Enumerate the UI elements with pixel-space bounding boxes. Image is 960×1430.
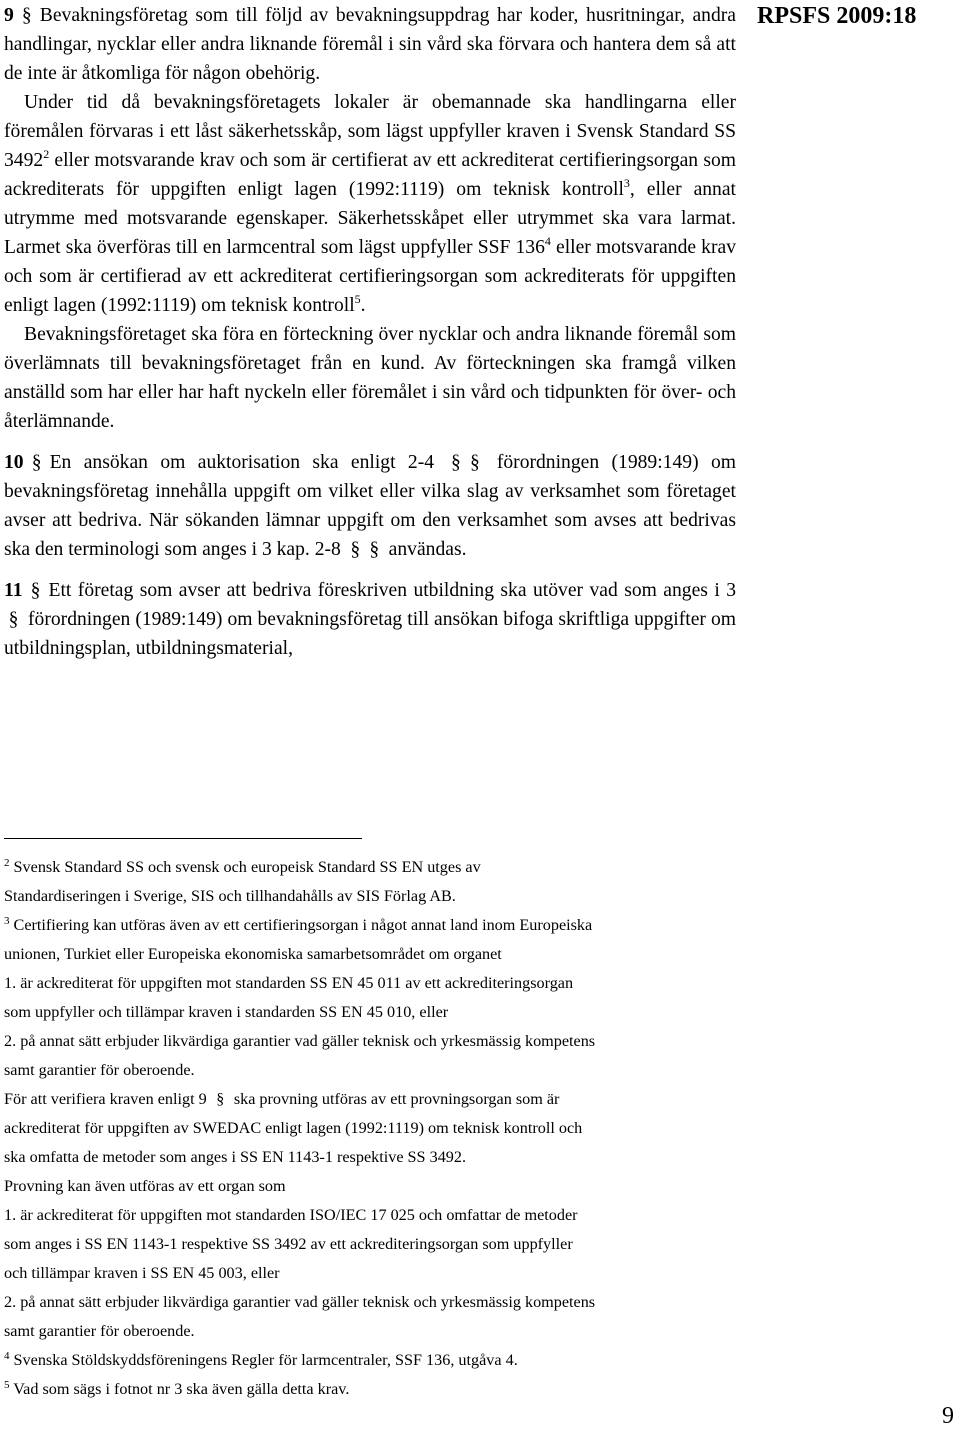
footnote-2: $^2$ Svensk Standard SS och svensk och europeisk Standard SS EN utges av (4, 857, 481, 876)
document-identifier: RPSFS 2009:18 (757, 3, 917, 29)
footnote-4: $^4$ Svenska Stöldskyddsföreningens Regler för larmcentraler, SSF 136, utgåva 4. (4, 1350, 518, 1369)
footnote-ref: 3 (623, 176, 630, 190)
section-sign: § (30, 580, 41, 601)
footnote-ref: 2 (43, 147, 50, 161)
footnote-ref: 4 (544, 234, 551, 248)
section-number: 11 (4, 580, 23, 601)
section-sign: § (350, 539, 361, 560)
footnotes: $^2$ Svensk Standard SS och svensk och europeisk Standard SS EN utges av Standardiseringen i Sverige, SIS och tillhandahålls av SIS Förlag AB. $^3$ Certifiering kan utföras även av ett certifieringsorgan i något annat land inom Europeiska unionen, Turkiet eller Europeiska ekonomiska samarbetsområdet om organet 1. är ackrediterat för uppgiften mot standarden SS EN 45 011 av ett ackrediteringsorgan som uppfyller och tillämpar kraven i standarden SS EN 45 010, eller 2. på annat sätt erbjuder likvärdiga garantier vad gäller teknisk och yrkesmässig kompetens samt garantier för oberoende. För att verifiera kraven enligt 9 § ska provning utföras av ett provningsorgan som är ackrediterat för uppgiften av SWEDAC enligt lagen (1992:1119) om teknisk kontroll och ska omfatta de metoder som anges i SS EN 1143-1 respektive SS 3492. Provning kan även utföras av ett organ som 1. är ackrediterat för uppgiften mot standarden ISO/IEC 17 025 och omfattar de metoder som anges i SS EN 1143-1 respektive SS 3492 av ett ackrediteringsorgan som uppfyller och tillämpar kraven i SS EN 45 003, eller 2. på annat sätt erbjuder likvärdiga garantier vad gäller teknisk och yrkesmässig kompetens samt garantier för oberoende. $^4$ Svenska Stöldskyddsföreningens Regler för larmcentraler, SSF 136, utgåva 4. $^5$ Vad som sägs i fotnot nr 3 ska även gälla detta krav. (4, 853, 744, 1404)
section-sign: § (21, 5, 32, 26)
section-10-paragraph: 10 § En ansökan om auktorisation ska enligt 2-4 § § förordningen (1989:149) om bevakningsföretag innehålla uppgift om vilket eller vilka slag av verksamhet som företaget avser att bedriva. När sökanden lämnar uppgift om den verksamhet som avses att bedrivas ska den terminologi som anges i 3 kap. 2-8 § § användas. (4, 448, 736, 564)
page-number: 9 (942, 1403, 954, 1429)
section-sign: § (470, 452, 480, 473)
section-11-paragraph: 11 § Ett företag som avser att bedriva föreskriven utbildning ska utöver vad som anges i 3 § förordningen (1989:149) om bevakningsföretag till ansökan bifoga skriftliga uppgifter om utbildningsplan, utbildningsmaterial, (4, 576, 736, 663)
footnote-ref: 5 (354, 292, 361, 306)
footnote-5: $^5$ Vad som sägs i fotnot nr 3 ska även gälla detta krav. (4, 1379, 350, 1398)
main-text (4, 1, 736, 663)
section-9-paragraph-1: 9 § Bevakningsföretag som till följd av bevakningsuppdrag har koder, husritningar, andra handlingar, nycklar eller andra liknande föremål i sin vård ska förvara och hantera dem så att de inte är åtkomliga för någon obehörig. (4, 1, 736, 88)
section-9-paragraph-2: Under tid då bevakningsföretagets lokaler är obemannade ska handlingarna eller föremålen förvaras i ett låst säkerhetsskåp, som lägst uppfyller kraven i Svensk Standard SS 3492$^2$ eller motsvarande krav och som är certifierat av ett ackrediterat certifieringsorgan som ackrediterats för uppgiften enligt lagen (1992:1119) om teknisk kontroll$^3$, eller annat utrymme med motsvarande egenskaper. Säkerhetsskåpet eller utrymmet ska vara larmat. Larmet ska överföras till en larmcentral som lägst uppfyller SSF $136^4$ eller motsvarande krav och som är certifierad av ett ackrediterat certifieringsorgan som ackrediterats för uppgiften enligt lagen (1992:1119) om teknisk kontroll$^5$. (4, 92, 736, 316)
section-number: 10 (4, 452, 24, 473)
footnote-divider (4, 838, 362, 839)
section-sign: § (216, 1090, 225, 1108)
section-sign: § (31, 452, 42, 473)
footnote-3: $^3$ Certifiering kan utföras även av ett certifieringsorgan i något annat land inom Europeiska (4, 915, 593, 934)
section-sign: § (8, 609, 19, 630)
section-9-paragraph-3: Bevakningsföretaget ska föra en förteckning över nycklar och andra liknande föremål som överlämnats till bevakningsföretaget från en kund. Av förteckningen ska framgå vilken anställd som har eller har haft nyckeln eller föremålet i sin vård och tidpunkten för över- och återlämnande. (4, 324, 736, 432)
section-sign: § (451, 452, 461, 473)
section-sign: § (369, 539, 380, 560)
section-number: 9 (4, 5, 14, 26)
